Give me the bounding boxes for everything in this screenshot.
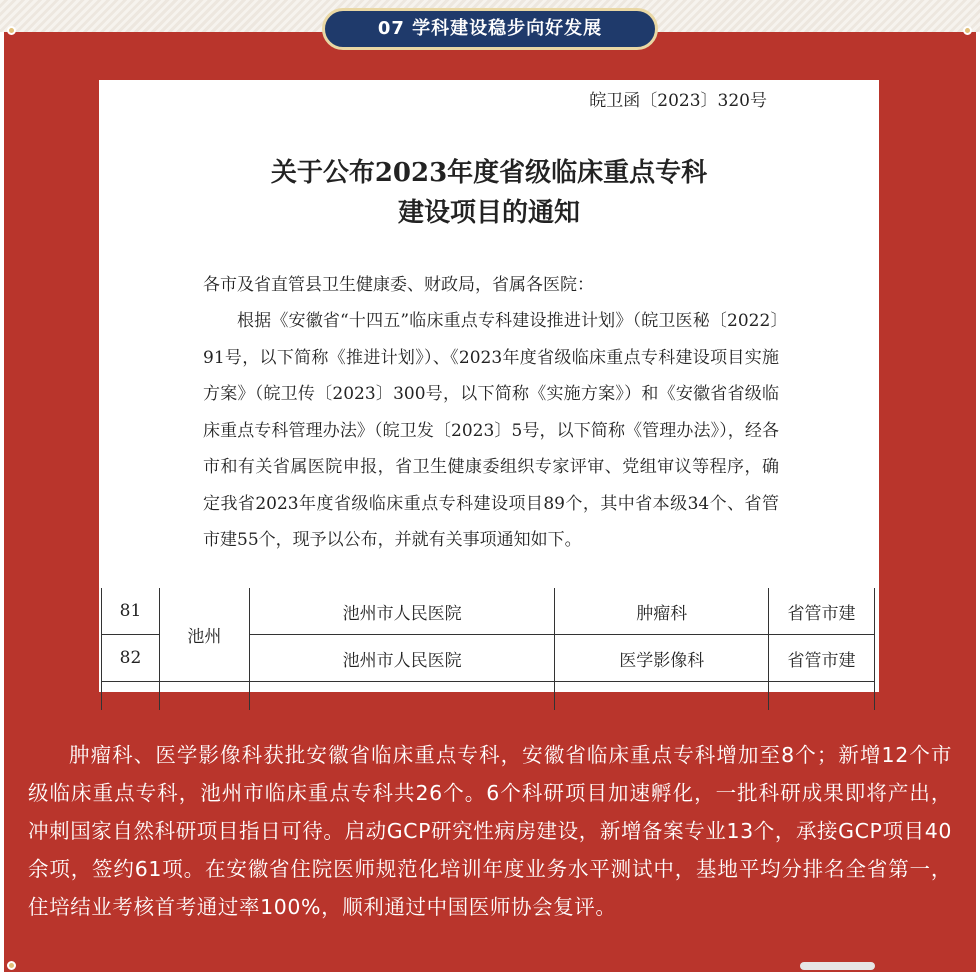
document-title-line1: 关于公布2023年度省级临床重点专科 <box>270 158 708 188</box>
summary-paragraph: 肿瘤科、医学影像科获批安徽省临床重点专科，安徽省临床重点专科增加至8个；新增12个市级临床重点专科，池州市临床重点专科共26个。6个科研项目加速孵化，一批科研成果即将产出，冲刺国家自然科研项目指日可待。启动GCP研究性病房建设，新增备案专业13个，承接GCP项目40余项，签约61项。在安徽省住院医师规范化培训年度业务水平测试中，基地平均分排名全省第一，住培结业考核首考通过率100%，顺利通过中国医师协会复评。 <box>28 743 952 919</box>
hospital-cell: 池州市人民医院 <box>249 588 555 635</box>
row-number: 81 <box>102 588 160 635</box>
table-row-partial <box>102 682 875 711</box>
section-title-tab: 07 学科建设稳步向好发展 <box>322 8 658 50</box>
corner-rivet <box>7 26 16 35</box>
department-cell: 肿瘤科 <box>555 588 769 635</box>
row-number: 82 <box>102 635 160 682</box>
city-cell: 池州 <box>159 588 249 682</box>
corner-rivet <box>963 26 972 35</box>
hospital-cell: 池州市人民医院 <box>249 635 555 682</box>
table-row <box>102 588 875 635</box>
document-body: 根据《安徽省“十四五”临床重点专科建设推进计划》（皖卫医秘〔2022〕91号，以下简称《推进计划》）、《2023年度省级临床重点专科建设项目实施方案》（皖卫传〔2023〕300号，以下简称《实施方案》）和《安徽省省级临床重点专科管理办法》（皖卫发〔2023〕5号，以下简称《管理办法》），经各市和有关省属医院申报，省卫生健康委组织专家评审、党组审议等程序，确定我省2023年度省级临床重点专科建设项目89个，其中省本级34个、省管市建55个，现予以公布，并就有关事项通知如下。 <box>203 311 779 550</box>
notice-document-image <box>99 80 879 692</box>
scroll-indicator[interactable] <box>800 962 875 970</box>
document-salutation: 各市及省直管县卫生健康委、财政局，省属各医院： <box>203 275 594 295</box>
document-title-line2: 建设项目的通知 <box>397 198 580 228</box>
department-cell: 医学影像科 <box>555 635 769 682</box>
project-table <box>101 588 875 710</box>
category-cell: 省管市建 <box>769 588 875 635</box>
document-number: 皖卫函〔2023〕320号 <box>589 91 767 111</box>
category-cell: 省管市建 <box>769 635 875 682</box>
corner-rivet <box>7 961 16 970</box>
